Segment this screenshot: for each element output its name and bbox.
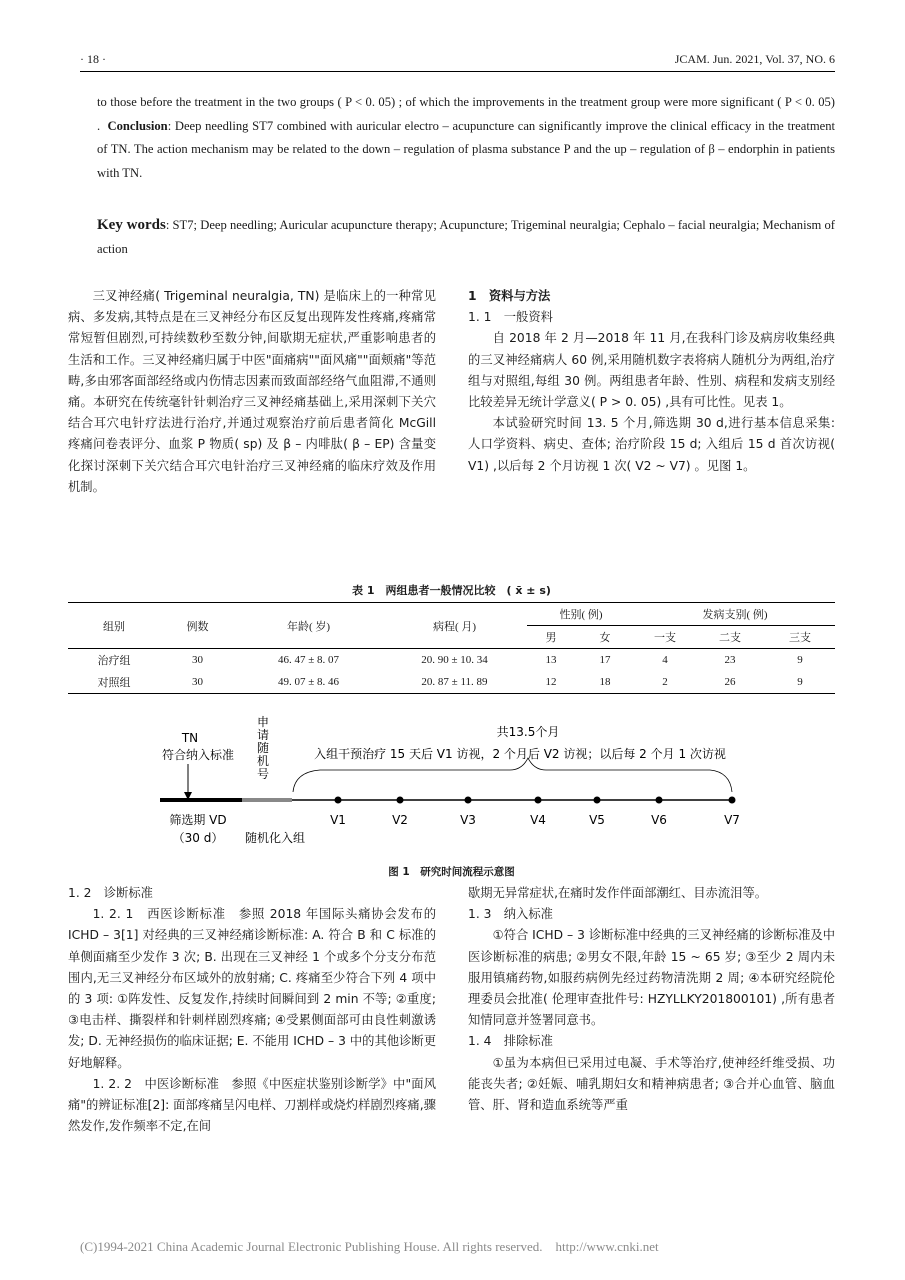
cell-b1: 2 [662,676,668,688]
th-course: 病程( 月) [432,620,477,633]
cell-female: 18 [599,676,611,688]
fig-visit-label: V7 [724,813,740,827]
fig-visit-markers [330,797,740,828]
cell-male: 13 [545,654,557,666]
study-time-paragraph: 本试验研究时间 13. 5 个月,筛选期 30 d,进行基本信息采集: 人口学资料、病史、查体; 治疗阶段 15 d; 入组后 15 d 首次访视( V1) ,以后每 2 个月访视 1 次( V2 ~ V7) 。见图 1。 [468,416,835,473]
cell-course: 20. 90 ± 10. 34 [421,654,488,666]
fig-brace [293,758,732,792]
section-1-3-heading: 1. 3 纳入标准 [468,907,553,922]
fig-visit-label: V3 [460,813,476,827]
keywords-label: Key words [97,217,166,233]
fig-visit-label: V6 [651,813,667,827]
journal-header: JCAM. Jun. 2021, Vol. 37, NO. 6 [674,52,835,66]
figure-1-caption: 图 1 研究时间流程示意图 [388,866,515,878]
fig-visit-dot [729,797,736,804]
cell-b1: 4 [662,654,668,666]
fig-visit-dot [397,797,404,804]
tcm-diagnosis-text: 参照《中医症状鉴别诊断学》中"面风痛"的辨证标准[2]: 面部疼痛呈闪电样、刀割样或烧灼样剧烈疼痛,骤然发作,发作频率不定,在间 [68,1076,436,1134]
cell-b3: 9 [797,654,803,666]
fig-visit-dot [535,797,542,804]
header-rule [80,71,835,72]
fig-screening-label: 筛选期 VD [169,813,227,827]
fig-tn-label: TN [181,731,199,745]
section-1-1-heading: 1. 1 一般资料 [468,310,553,325]
intro-column [68,286,436,498]
section-1-heading: 1 资料与方法 [468,289,551,303]
fig-visit-label: V1 [330,813,346,827]
diagnosis-column [68,883,436,1137]
methods-column-top [468,286,835,477]
cell-group: 对照组 [97,677,131,689]
fig-randomize-label: 申请随机号 [256,715,270,781]
copyright-footer: (C)1994-2021 China Academic Journal Electronic Publishing House. All rights reserved. http://www.cnki.net [80,1239,659,1254]
conclusion-text: : Deep needling ST7 combined with auricular electro – acupuncture can significantly improve the clinical efficacy in the treatment of TN. The action mechanism may be related to the down – regulation of plasma substance P and the up – regulation of β – endorphin in patients with TN. [97,118,835,180]
abstract-block [97,91,835,185]
fig-schedule-text: 入组干预治疗 15 天后 V1 访视，2 个月后 V2 访视；以后每 2 个月 1 次访视 [314,747,726,761]
th-branch-1: 一支 [654,632,676,644]
keywords-text: : ST7; Deep needling; Auricular acupuncture therapy; Acupuncture; Trigeminal neuralgia; Cephalo – facial neuralgia; Mechanism of action [97,218,836,256]
abstract-text [97,91,835,185]
fig-visit-dot [656,797,663,804]
fig-visit-dot [594,797,601,804]
page-number: · 18 · [80,52,106,66]
cell-cases: 30 [192,654,203,666]
cell-b2: 23 [724,654,736,666]
fig-inclusion-label: 符合纳入标准 [161,748,235,762]
fig-total-duration: 共13.5个月 [496,725,560,739]
fig-visit-label: V2 [392,813,408,827]
conclusion-label: Conclusion [107,118,168,133]
section-1-2-heading: 1. 2 诊断标准 [68,886,153,900]
intro-paragraph: 三叉神经痛( Trigeminal neuralgia, TN) 是临床上的一种常见病、多发病,其特点是在三叉神经分布区反复出现阵发性疼痛,疼痛常常短暂但剧烈,可持续数秒至数分钟,间歇期无症状,严重影响患者的生活和工作。三叉神经痛归属于中医"面痛病""面风痛""面颊痛"等范畴,多由邪客面部经络或内伤情志因素而致面部经络气血阻滞,不通则痛。本研究在传统毫针针刺治疗三叉神经痛基础上,采用深刺下关穴结合耳穴电针疗法进行治疗,并通过观察治疗前后患者简化 McGill 疼痛问卷表评分、血浆 P 物质( sp) 及 β – 内啡肽( β – EP) 含量变化探讨深刺下关穴结合耳穴电针治疗三叉神经痛的临床疗效及作用机制。 [68,289,436,494]
keywords-block [97,213,835,261]
tcm-diagnosis-paragraph [68,1074,436,1138]
western-diagnosis-text: 参照 2018 年国际头痛协会发布的 ICHD – 3[1] 对经典的三叉神经痛诊断标准: A. 符合 B 和 C 标准的单侧面痛至少发作 3 次; B. 出现在三叉神经 1 个或多个分支分布范围内,无三叉神经分布区域外的放射痛; C. 疼痛至少符合下列 4 项中的 3 项: ①阵发性、反复发作,持续时间瞬间到 2 min 不等; ②重度; ③电击样、撕裂样和针刺样剧烈疼痛; ④受累侧面部可由良性刺激诱发; D. 无神经损伤的临床证据; E. 不能用 ICHD – 3 中的其他诊断更好地解释。 [68,907,436,1070]
cell-cases: 30 [192,676,203,688]
exclusion-criteria-paragraph: ①虽为本病但已采用过电凝、手术等治疗,使神经纤维受损、功能丧失者; ②妊娠、哺乳期妇女和精神病患者; ③合并心血管、脑血管、肝、肾和造血系统等严重 [468,1055,835,1113]
fig-visit-dot [465,797,472,804]
section-1-2-1-heading: 1. 2. 1 西医诊断标准 [92,907,226,922]
cell-group: 治疗组 [97,655,131,667]
th-branch-2: 二支 [719,632,741,644]
criteria-column [468,883,835,1116]
cell-course: 20. 87 ± 11. 89 [421,676,488,688]
fig-screening-days: （30 d） [172,831,224,845]
fig-randomized-label: 随机化入组 [244,831,306,845]
table-1 [68,602,835,694]
th-age: 年龄( 岁) [286,620,331,633]
fig-visit-dot [335,797,342,804]
fig-visit-label: V5 [589,813,605,827]
th-branch: 发病支别( 例) [635,603,835,626]
th-male: 男 [545,632,557,644]
table-1-caption: 表 1 两组患者一般情况比较 ( x̄ ± s) [352,584,551,597]
continued-text: 歇期无异常症状,在痛时发作伴面部潮红、目赤流泪等。 [468,886,768,900]
cell-age: 46. 47 ± 8. 07 [277,654,340,666]
abstract-results: to those before the treatment in the two groups ( P < 0. 05) ; of which the improvements in the treatment group were more significant ( P < 0. 05) . [97,95,835,133]
cell-male: 12 [545,676,557,688]
cell-b2: 26 [724,676,736,688]
th-cases: 例数 [186,620,209,633]
table-row [68,671,835,694]
table-row [68,649,835,672]
th-branch-3: 三支 [789,632,811,644]
th-female: 女 [599,632,611,644]
general-data-paragraph: 自 2018 年 2 月—2018 年 11 月,在我科门诊及病房收集经典的三叉神经痛病人 60 例,采用随机数字表将病人随机分为两组,治疗组与对照组,每组 30 例。两组患者年龄、性别、病程和发病支别经比较差异无统计学意义( P > 0. 05) ,具有可比性。见表 1。 [468,331,835,410]
western-diagnosis-paragraph [68,904,436,1074]
cell-b3: 9 [797,676,803,688]
cell-age: 49. 07 ± 8. 46 [277,676,340,688]
inclusion-criteria-paragraph: ①符合 ICHD – 3 诊断标准中经典的三叉神经痛的诊断标准及中医诊断标准的病患; ②男女不限,年龄 15 ~ 65 岁; ③至少 2 周内未服用镇痛药物,如服药病例先经过药物清洗期 2 周; ④本研究经院伦理委员会批准( 伦理审查批件号: HZYLLKY201800101) ,所有患者知情同意并签署同意书。 [468,928,835,1028]
section-1-2-2-heading: 1. 2. 2 中医诊断标准 [92,1076,220,1091]
section-1-4-heading: 1. 4 排除标准 [468,1034,553,1049]
th-sex: 性别( 例) [527,603,635,626]
figure-1-timeline [150,712,770,852]
cell-female: 17 [599,654,611,666]
fig-visit-label: V4 [530,813,546,827]
th-group: 组别 [103,620,125,633]
